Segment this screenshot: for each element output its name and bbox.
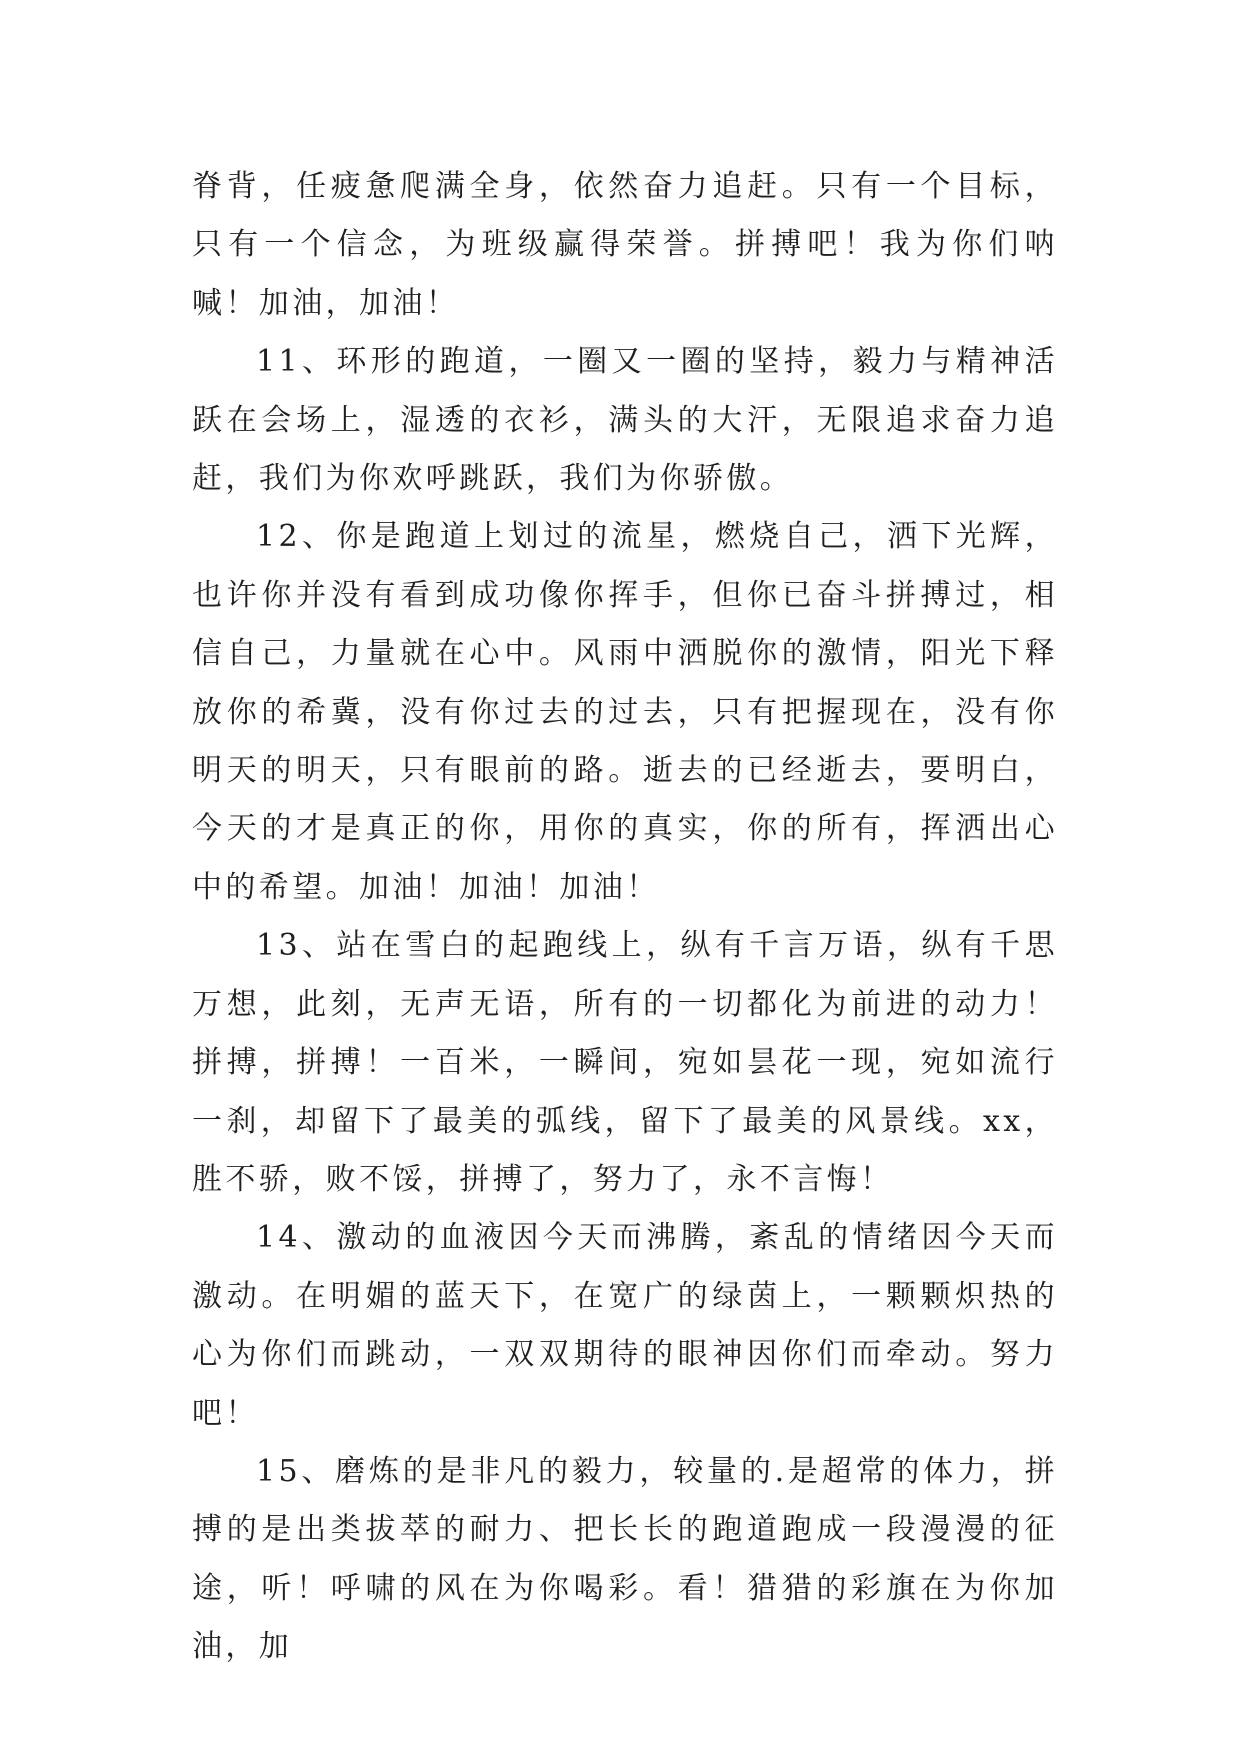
paragraph-continued: 脊背，任疲惫爬满全身，依然奋力追赶。只有一个目标，只有一个信念，为班级赢得荣誉。拼搏吧！我为你们呐喊！加油，加油！	[192, 169, 1058, 321]
paragraph-12: 12、你是跑道上划过的流星，燃烧自己，洒下光辉，也许你并没有看到成功像你挥手，但你已奋斗拼搏过，相信自己，力量就在心中。风雨中洒脱你的激情，阳光下释放你的希冀，没有你过去的过去，只有把握现在，没有你明天的明天，只有眼前的路。逝去的已经逝去，要明白，今天的才是真正的你，用你的真实，你的所有，挥洒出心中的希望。加油！加油！加油！	[192, 519, 1058, 905]
paragraph-14: 14、激动的血液因今天而沸腾，紊乱的情绪因今天而激动。在明媚的蓝天下，在宽广的绿茵上，一颗颗炽热的心为你们而跳动，一双双期待的眼神因你们而牵动。努力吧！	[192, 1220, 1058, 1431]
paragraph-11: 11、环形的跑道，一圈又一圈的坚持，毅力与精神活跃在会场上，湿透的衣衫，满头的大汗，无限追求奋力追赶，我们为你欢呼跳跃，我们为你骄傲。	[192, 344, 1058, 497]
document-body	[192, 158, 1058, 1677]
paragraph-13: 13、站在雪白的起跑线上，纵有千言万语，纵有千思万想，此刻，无声无语，所有的一切都化为前进的动力！拼搏，拼搏！一百米，一瞬间，宛如昙花一现，宛如流行一刹，却留下了最美的弧线，留下了最美的风景线。xx，胜不骄，败不馁，拼搏了，努力了，永不言悔！	[192, 928, 1058, 1197]
paragraph-15: 15、磨炼的是非凡的毅力，较量的.是超常的体力，拼搏的是出类拔萃的耐力、把长长的跑道跑成一段漫漫的征途，听！呼啸的风在为你喝彩。看！猎猎的彩旗在为你加油，加	[192, 1453, 1058, 1665]
